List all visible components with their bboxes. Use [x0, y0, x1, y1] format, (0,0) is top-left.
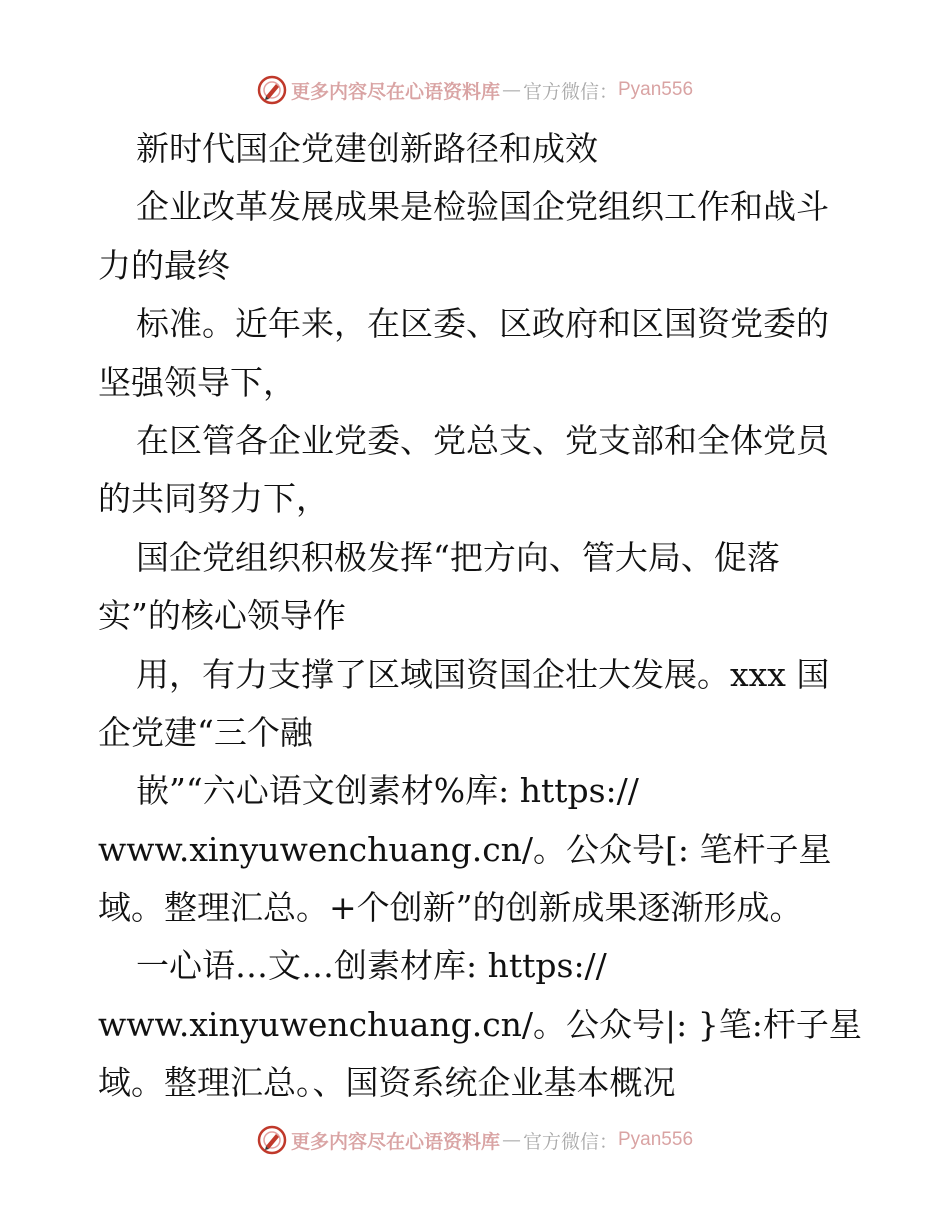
paragraph-line: 企业改革发展成果是检验国企党组织工作和战斗 — [136, 187, 829, 227]
paragraph-line: 的共同努力下， — [98, 479, 329, 519]
paragraph-line: 嵌”“六心语文创素材%库: https:// — [136, 771, 639, 811]
paragraph-line: 力的最终 — [98, 245, 230, 285]
banner-brand-text: 更多内容尽在心语资料库 — [290, 1130, 500, 1153]
document-body — [98, 120, 862, 1113]
paragraph-line: www.xinyuwenchuang.cn/。公众号[: 笔杆子星 — [98, 829, 832, 869]
paragraph-line: 用，有力支撑了区域国资国企壮大发展。xxx 国 — [136, 654, 830, 694]
header-banner — [0, 70, 950, 110]
paragraph-line: 企党建“三个融 — [98, 712, 313, 752]
pen-seal-icon — [257, 75, 287, 105]
banner-wechat-label: 官方微信： — [522, 80, 618, 103]
banner-dash: — — [501, 1129, 521, 1151]
banner-wechat-label: 官方微信： — [522, 1130, 618, 1153]
paragraph-line: 实”的核心领导作 — [98, 596, 346, 636]
paragraph-line: 标准。近年来，在区委、区政府和区国资党委的 — [136, 304, 829, 344]
footer-banner — [0, 1120, 950, 1160]
banner-brand-text: 更多内容尽在心语资料库 — [290, 80, 500, 103]
document-title: 新时代国企党建创新路径和成效 — [136, 129, 598, 168]
paragraph-line: 一心语…文…创素材库: https:// — [136, 946, 607, 986]
banner-wechat-id: Pyan556 — [618, 1129, 694, 1150]
paragraph-line: 域。整理汇总。、国资系统企业基本概况 — [98, 1063, 676, 1103]
banner-dash: — — [501, 79, 521, 101]
paragraph-line: 国企党组织积极发挥“把方向、管大局、促落 — [136, 537, 780, 577]
banner-wechat-id: Pyan556 — [618, 79, 694, 100]
pen-seal-icon — [257, 1125, 287, 1155]
paragraph-line: www.xinyuwenchuang.cn/。公众号|: }笔:杆子星 — [98, 1004, 862, 1044]
paragraph-line: 在区管各企业党委、党总支、党支部和全体党员 — [136, 420, 829, 460]
paragraph-line: 坚强领导下， — [98, 362, 296, 402]
paragraph-line: 域。整理汇总。+个创新”的创新成果逐渐形成。 — [98, 888, 803, 928]
